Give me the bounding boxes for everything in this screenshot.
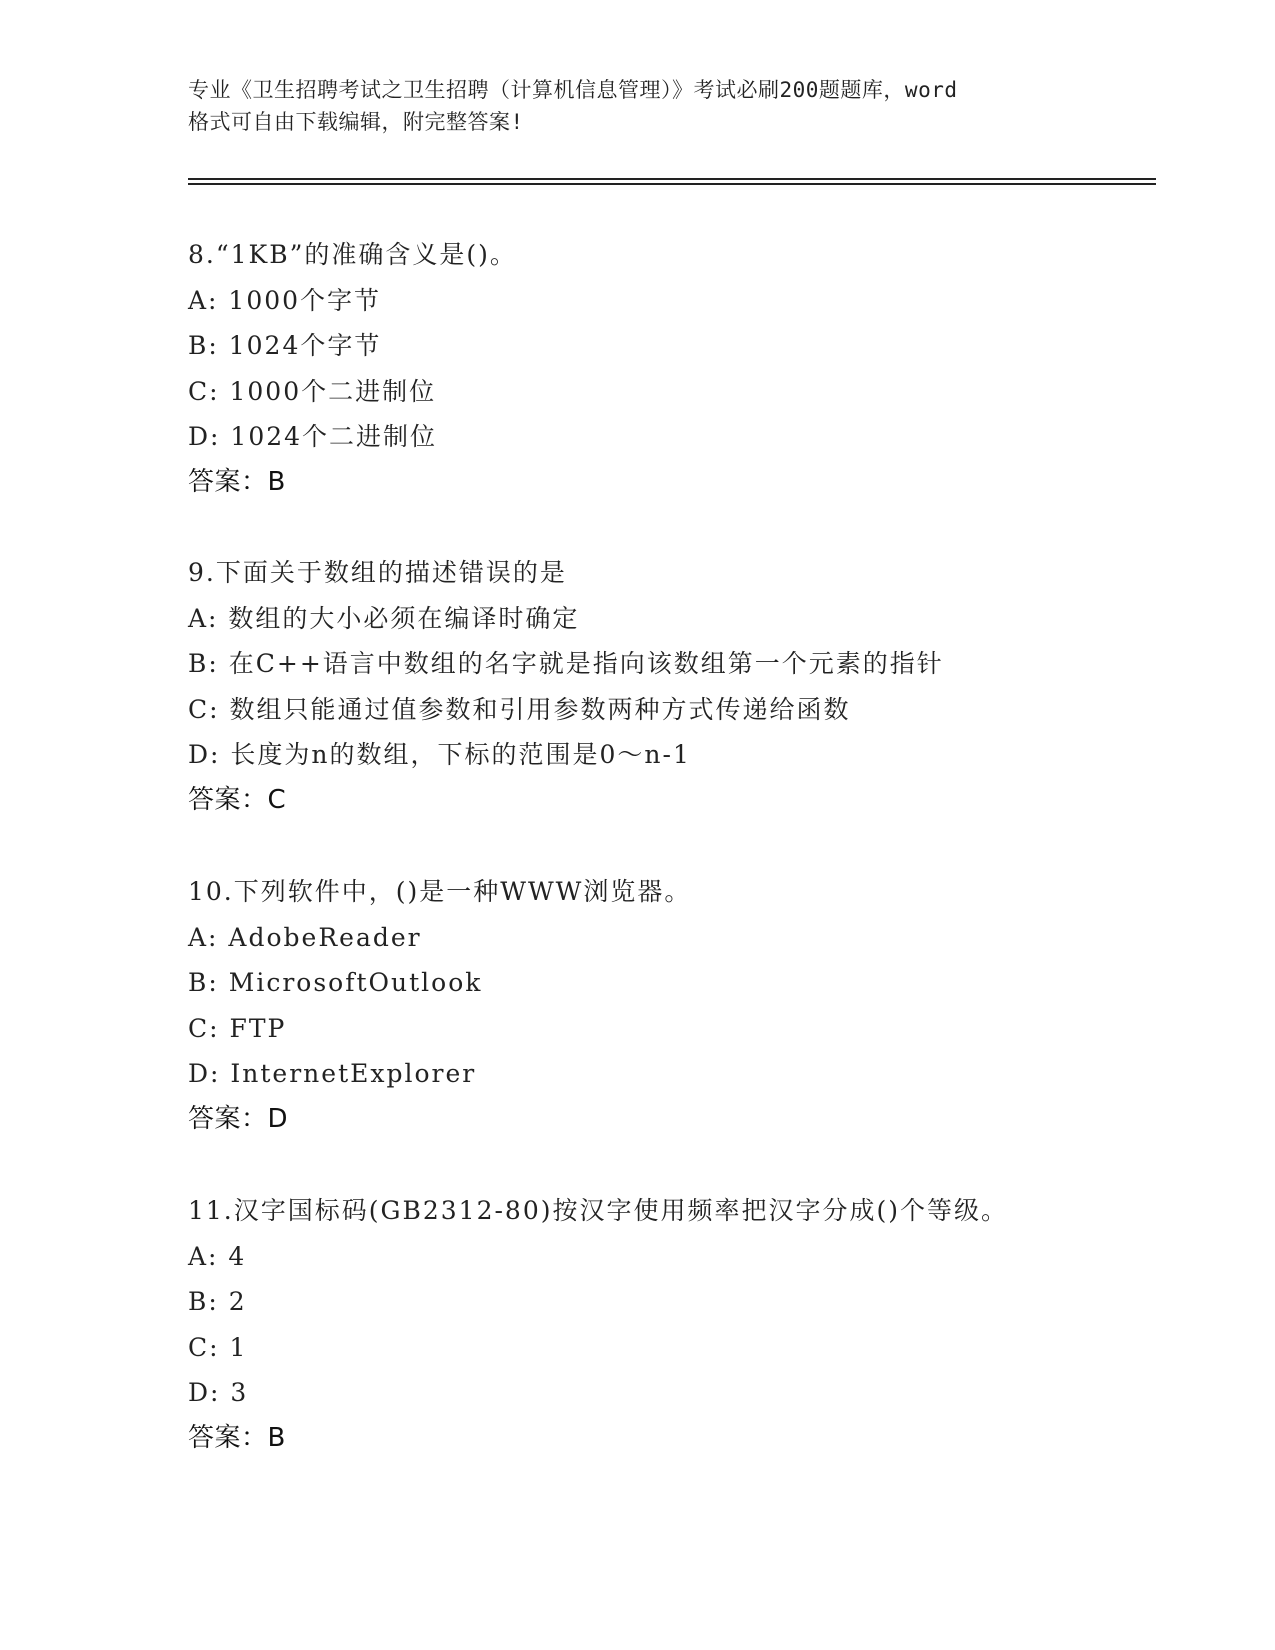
header-divider-top [188,178,1156,180]
option-a: A: 1000个字节 [188,285,382,315]
question-stem: 8.“1KB”的准确含义是()。 [188,240,517,269]
question-stem: 9.下面关于数组的描述错误的是 [188,558,567,587]
option-c: C: 1 [188,1332,248,1362]
question-10 [188,869,1188,1142]
option-b: B: MicrosoftOutlook [188,968,483,997]
option-a: A: 4 [188,1241,247,1271]
header-line-1: 专业《卫生招聘考试之卫生招聘（计算机信息管理）》考试必刷200题题库，word [188,78,958,102]
option-a: A: 数组的大小必须在编译时确定 [188,603,580,633]
header-line-2: 格式可自由下载编辑，附完整答案! [188,110,524,134]
question-stem: 11.汉字国标码(GB2312-80)按汉字使用频率把汉字分成()个等级。 [188,1196,1008,1225]
answer-line: 答案：B [188,466,286,497]
answer-line: 答案：D [188,1103,289,1134]
option-d: D: 3 [188,1378,249,1407]
answer-line: 答案：C [188,784,287,815]
option-d: D: 长度为n的数组，下标的范围是0～n-1 [188,740,691,769]
question-9 [188,550,1188,823]
option-b: B: 1024个字节 [188,331,382,360]
answer-line: 答案：B [188,1422,286,1453]
option-b: B: 2 [188,1287,247,1316]
option-c: C: FTP [188,1013,287,1043]
option-a: A: AdobeReader [188,922,422,952]
option-b: B: 在C++语言中数组的名字就是指向该数组第一个元素的指针 [188,649,944,678]
header-divider-bottom [188,183,1156,185]
question-8 [188,232,1188,505]
option-c: C: 1000个二进制位 [188,376,437,406]
option-d: D: InternetExplorer [188,1059,477,1088]
question-11 [188,1188,1188,1461]
document-header [188,74,1108,138]
option-c: C: 数组只能通过值参数和引用参数两种方式传递给函数 [188,694,851,724]
option-d: D: 1024个二进制位 [188,422,438,451]
question-stem: 10.下列软件中，()是一种WWW浏览器。 [188,877,692,906]
